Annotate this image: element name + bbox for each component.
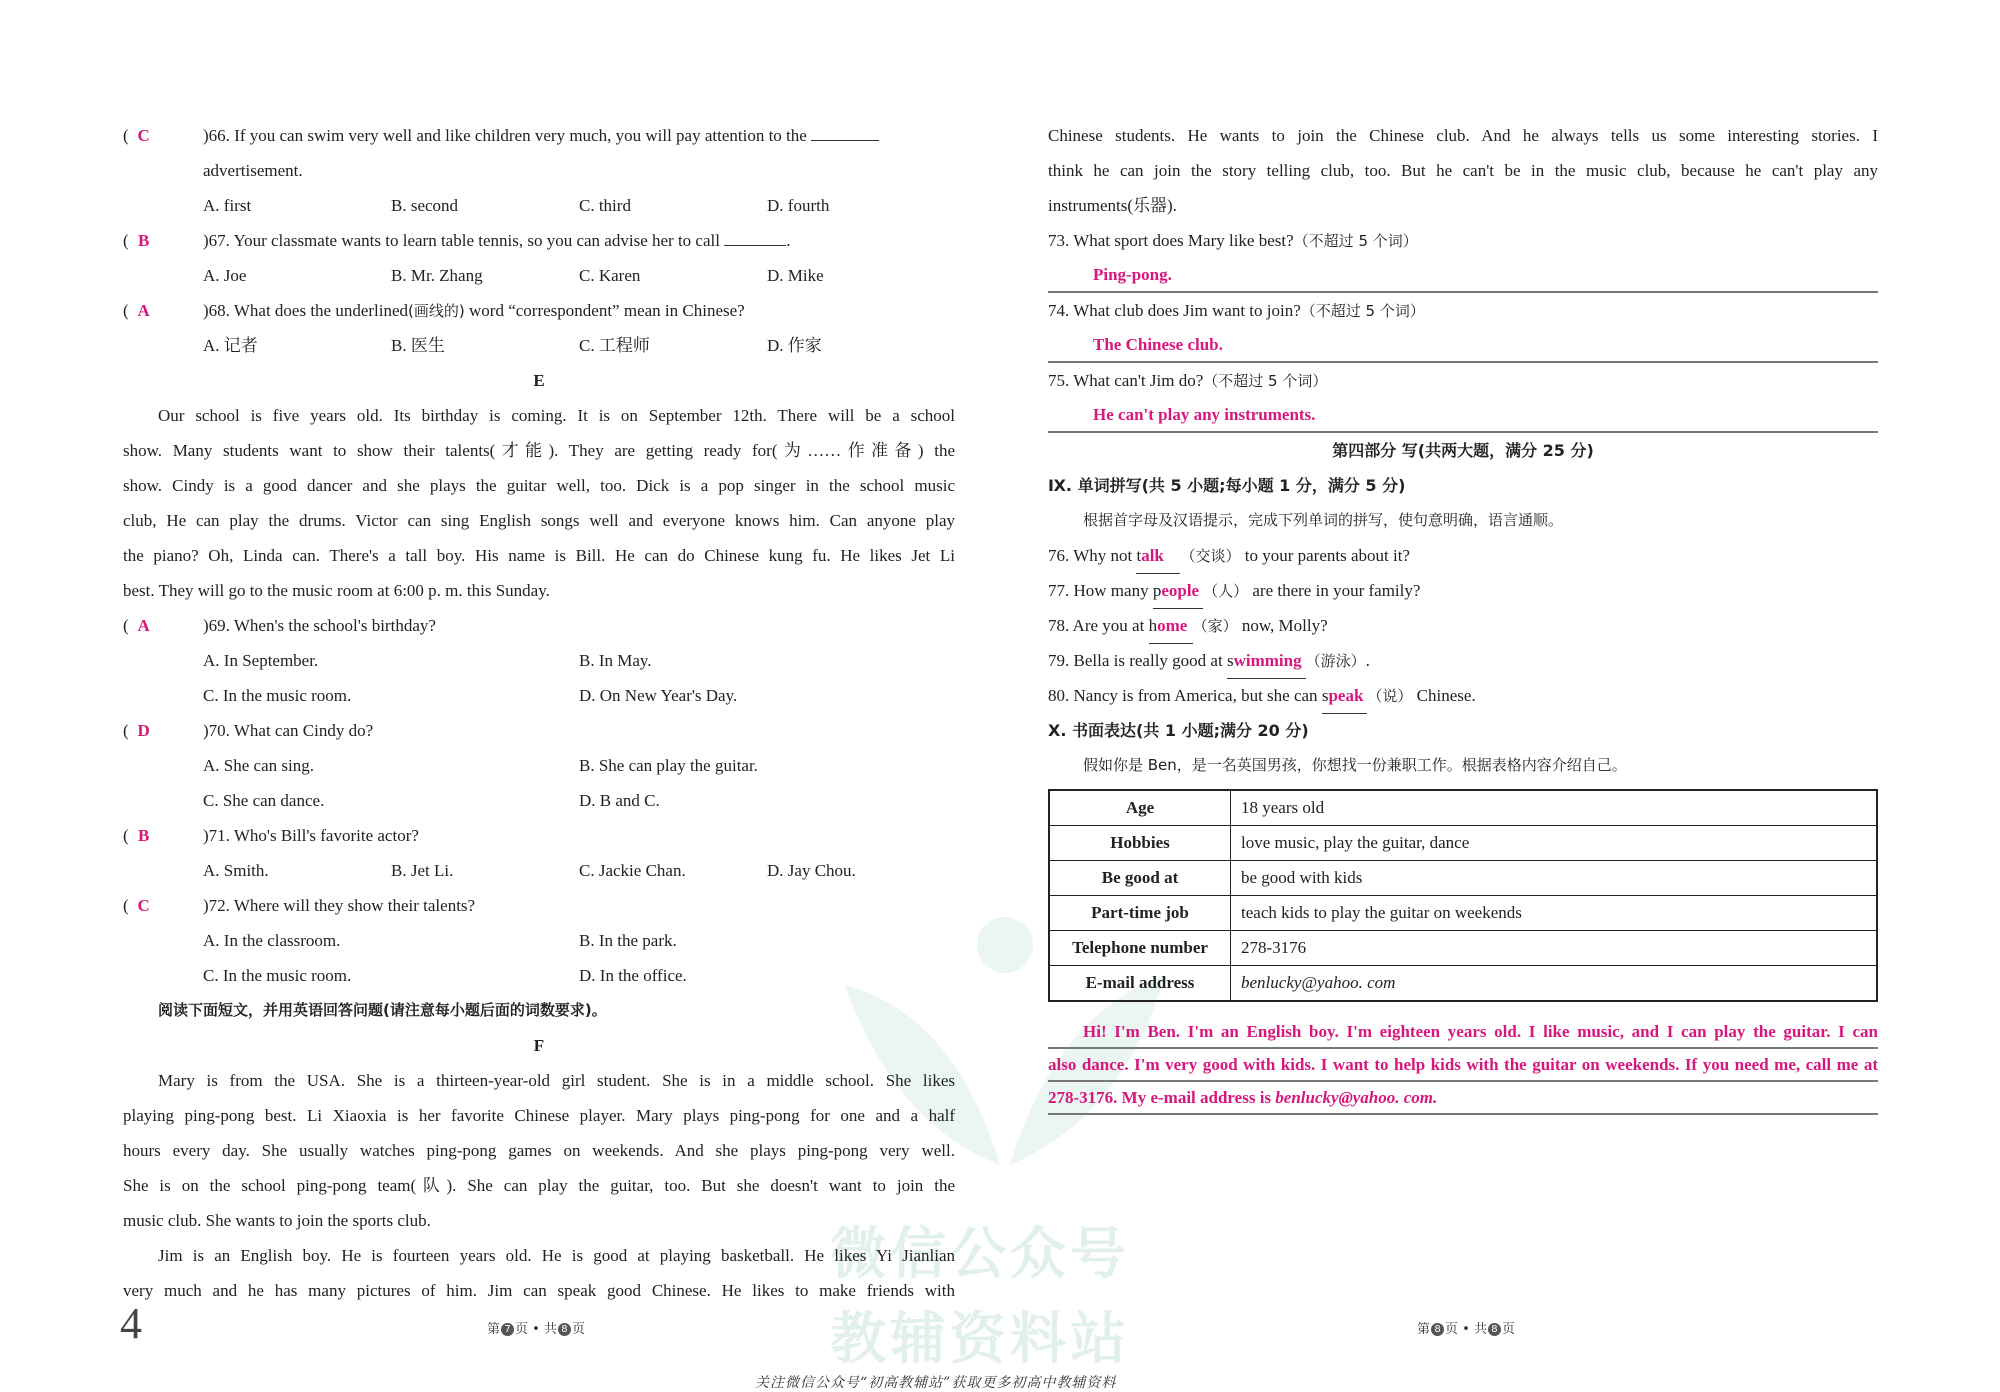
question-75: 75. What can't Jim do?（不超过 5 个词） [1048, 371, 1328, 390]
answer-71: B [138, 826, 150, 845]
section-10-title: Ⅹ. 书面表达(共 1 小题;满分 20 分) [1048, 721, 1309, 740]
question-71: ( B )71. Who's Bill's favorite actor? [123, 818, 955, 853]
question-69: ( A )69. When's the school's birthday? [123, 608, 955, 643]
answer-75: He can't play any instruments. [1048, 398, 1878, 433]
answer-69: A [137, 616, 150, 635]
table-row: Part-time job teach kids to play the guitar on weekends [1049, 896, 1877, 931]
answer-68: A [137, 301, 150, 320]
passage-f-title: F [533, 1036, 545, 1055]
spelling-79: 79. Bella is really good at swimming （游泳）. [1048, 643, 1878, 678]
question-73: 73. What sport does Mary like best?（不超过 5 个词） [1048, 231, 1418, 250]
watermark-text-2: 教辅资料站 [830, 1307, 1130, 1372]
blank [724, 227, 786, 246]
section-9-instruction: 根据首字母及汉语提示，完成下列单词的拼写，使句意明确，语言通顺。 [1083, 511, 1564, 529]
table-row: Telephone number 278-3176 [1049, 931, 1877, 966]
watermark-text-1: 微信公众号 [830, 1222, 1130, 1287]
options-67: A. Joe B. Mr. Zhang C. Karen D. Mike [203, 266, 824, 285]
passage-e: Our school is five years old. Its birthday is coming. It is on September 12th. There will be a school show. Many students want to show their talents(才能). They are getting ready for(为……作准备) the show. Cindy is a good dancer and she plays the guitar well, too. Dick is a pop singer in the school music club, He can play the drums. Victor can sing English songs well and everyone knows him. Can anyone play the piano? Oh, Linda can. There's a tall boy. His name is Bill. He can do Chinese kung fu. He likes Jet Li best. They will go to the music room at 6:00 p. m. this Sunday. [123, 406, 955, 600]
left-column: ( C )66. If you can swim very well and like children very much, you will pay attention to the advertisement. A. first B. second C. third D. fourth ( B )67. Your classmate wants to learn table tennis, so you can advise her to call . A. Joe B. Mr. Zhang C. Karen D. Mike ( A )68. What does the underlined(画线的) word “correspondent” mean in Chinese? A. 记者 B. 医生 C. 工程师 D. 作家 E Our school is five years old. Its birthday is coming. It is on September 12th. There will be a school show. Many students want to show their talents(才能). They are getting ready for(为……作准备) the show. Cindy is a good dancer and she plays the guitar well, too. Dick is a pop singer in the school music club, He can play the drums. Victor can sing English songs well and everyone knows him. Can anyone play the piano? Oh, Linda can. There's a tall boy. His name is Bill. He can do Chinese kung fu. He likes Jet Li best. They will go to the music room at 6:00 p. m. this Sunday. ( A )69. When's the school's birthday? A. In September. B. In May. C. In the music room. D. On New Year's Day. ( D )70. What can Cindy do? A. She can sing. B. She can play the guitar. C. She can dance. D. B and C. ( B )71. Who's Bill's favorite actor? A. Smith. B. Jet Li. C. Jackie Chan. D. Jay Chou. ( C )72. Where will they show their talents? A. In the classroom. B. In the park. C. In the music room. D. In the office. 阅读下面短文，并用英语回答问题(请注意每小题后面的词数要求)。 F Mary is from the USA. She is a thirteen-year-old girl student. She is in a middle school. She likes playing ping-pong best. Li Xiaoxia is her favorite Chinese player. Mary plays ping-pong for one and a half hours every day. She usually watches ping-pong games on weekends. And she plays ping-pong very well. She is on the school ping-pong team(队). She can play the guitar, too. But she doesn't want to join the music club. She wants to join the sports club. Jim is an English boy. He is fourteen years old. He is good at playing basketball. He likes Yi Jianlian very much and he has many pictures of him. Jim can speak good Chinese. He likes to make friends with [123, 118, 955, 1308]
right-column: Chinese students. He wants to join the Chinese club. And he always tells us some interesting stories. I think he can join the story telling club, too. But he can't be in the music club, because he can't play any instruments(乐器). 73. What sport does Mary like best?（不超过 5 个词） Ping-pong. 74. What club does Jim want to join?（不超过 5 个词） The Chinese club. 75. What can't Jim do?（不超过 5 个词） He can't play any instruments. 第四部分 写(共两大题，满分 25 分) Ⅸ. 单词拼写(共 5 小题;每小题 1 分，满分 5 分) 根据首字母及汉语提示，完成下列单词的拼写，使句意明确，语言通顺。 76. Why not talk （交谈） to your parents about it? 77. How many people （人） are there in your family? 78. Are you at home （家） now, Molly? 79. Bella is really good at swimming （游泳）. 80. Nancy is from America, but she can speak （说） Chinese. Ⅹ. 书面表达(共 1 小题;满分 20 分) 假如你是 Ben，是一名英国男孩，你想找一份兼职工作。根据表格内容介绍自己。 Age 18 years old Hobbies love music, play the guitar, dance Be good at be good with kids Part-time job teach kids to play the guitar on weekends Telephone number 278-3176 E-mail address benlucky@yahoo. com Hi! I'm Ben. I'm an English boy. I'm eighteen years old. I like music, and I can play the guitar. I can also dance. I'm very good with kids. I want to help kids with the guitar on weekends. If you need me, call me at 278-3176. My e-mail address is benlucky@yahoo. com. [1048, 118, 1878, 1115]
table-row: Age 18 years old [1049, 790, 1877, 826]
question-68: ( A )68. What does the underlined(画线的) word “correspondent” mean in Chinese? [123, 293, 955, 328]
bottom-note: 关注微信公众号“初高教辅站”获取更多初高中教辅资料 [755, 1375, 1117, 1391]
page-number: 4 [120, 1299, 142, 1348]
table-row: Be good at be good with kids [1049, 861, 1877, 896]
spelling-77: 77. How many people （人） are there in your family? [1048, 573, 1878, 608]
answer-66: C [137, 126, 150, 145]
left-page-footer: 第 7 页 • 共 8 页 [487, 1322, 585, 1337]
answer-74: The Chinese club. [1048, 328, 1878, 363]
spelling-80: 80. Nancy is from America, but she can speak （说） Chinese. [1048, 678, 1878, 713]
question-74: 74. What club does Jim want to join?（不超过 5 个词） [1048, 301, 1425, 320]
passage-e-title: E [533, 371, 545, 390]
passage-f: Mary is from the USA. She is a thirteen-year-old girl student. She is in a middle school. She likes playing ping-pong best. Li Xiaoxia is her favorite Chinese player. Mary plays ping-pong for one and a half hours every day. She usually watches ping-pong games on weekends. And she plays ping-pong very well. She is on the school ping-pong team(队). She can play the guitar, too. But she doesn't want to join the music club. She wants to join the sports club. Jim is an English boy. He is fourteen years old. He is good at playing basketball. He likes Yi Jianlian very much and he has many pictures of him. Jim can speak good Chinese. He likes to make friends with [123, 1071, 955, 1300]
answer-72: C [137, 896, 150, 915]
answer-67: B [138, 231, 150, 250]
answer-70: D [137, 721, 150, 740]
table-row: E-mail address benlucky@yahoo. com [1049, 966, 1877, 1002]
question-70: ( D )70. What can Cindy do? [123, 713, 955, 748]
profile-table [1048, 789, 1878, 1002]
answer-73: Ping-pong. [1048, 258, 1878, 293]
part4-title: 第四部分 写(共两大题，满分 25 分) [1332, 441, 1594, 460]
section-10-instruction: 假如你是 Ben，是一名英国男孩，你想找一份兼职工作。根据表格内容介绍自己。 [1083, 756, 1627, 774]
essay-answer: Hi! I'm Ben. I'm an English boy. I'm eighteen years old. I like music, and I can play the guitar. I can also dance. I'm very good with kids. I want to help kids with the guitar on weekends. If you need me, call me at 278-3176. My e-mail address is benlucky@yahoo. com. [1048, 1016, 1878, 1115]
section-9-title: Ⅸ. 单词拼写(共 5 小题;每小题 1 分，满分 5 分) [1048, 476, 1406, 495]
table-row: Hobbies love music, play the guitar, dance [1049, 826, 1877, 861]
reading-instruction: 阅读下面短文，并用英语回答问题(请注意每小题后面的词数要求)。 [158, 1001, 607, 1019]
spelling-76: 76. Why not talk （交谈） to your parents about it? [1048, 538, 1878, 573]
options-68: A. 记者 B. 医生 C. 工程师 D. 作家 [203, 336, 822, 355]
options-66: A. first B. second C. third D. fourth [203, 196, 830, 215]
question-72: ( C )72. Where will they show their talents? [123, 888, 955, 923]
question-67: ( B )67. Your classmate wants to learn table tennis, so you can advise her to call . [123, 223, 955, 258]
spelling-78: 78. Are you at home （家） now, Molly? [1048, 608, 1878, 643]
right-page-footer: 第 8 页 • 共 8 页 [1417, 1322, 1515, 1337]
question-66: ( C )66. If you can swim very well and like children very much, you will pay attention to the [123, 118, 955, 153]
blank [811, 122, 879, 141]
